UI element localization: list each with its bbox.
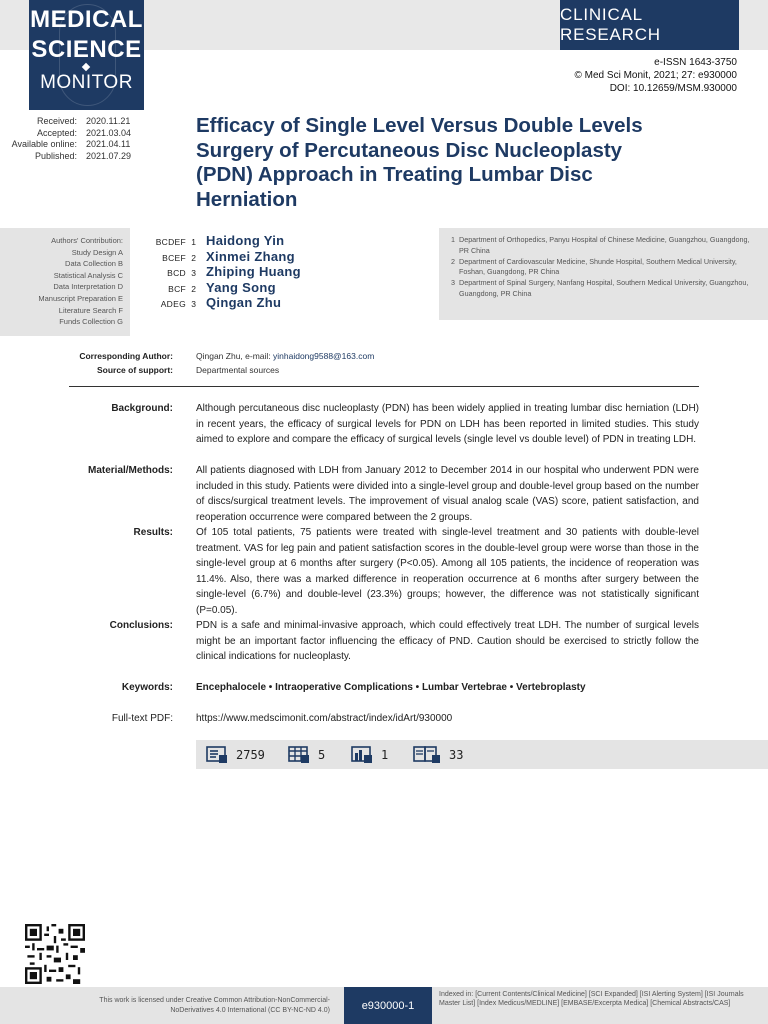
conclusions-section: [0, 618, 700, 665]
author-name: Qingan Zhu: [206, 295, 282, 310]
contribution-item: Study Design A: [71, 247, 123, 257]
author-name: Xinmei Zhang: [206, 248, 295, 264]
affiliation-item: [451, 235, 751, 257]
author-row: [138, 233, 438, 249]
doi[interactable]: DOI: 10.12659/MSM.930000: [609, 83, 737, 94]
date-row: [0, 151, 134, 163]
affiliation-number: 3: [451, 278, 455, 288]
word-count-value: 2759: [236, 748, 265, 762]
author-contribution-code: BCF: [168, 283, 186, 294]
author-affiliation-number: 1: [191, 237, 196, 247]
keywords-label: Keywords:: [121, 682, 173, 693]
figure-count-icon: [351, 746, 373, 764]
background-label: Background:: [111, 403, 173, 414]
word-count-icon: [206, 746, 228, 764]
contribution-item: Statistical Analysis C: [53, 270, 123, 280]
methods-text: All patients diagnosed with LDH from January 2012 to December 2014 in our hospital who underwent PDN were included in this study. Patients were divided into a single-level group and double-level group based on the number of discs/surgical treatment levels. The improvement of visual analog scale (VAS) score, patient satisfaction, and reoperation occurrence were compared between the 2 groups.: [196, 465, 699, 523]
conclusions-text: PDN is a safe and minimal-invasive approach, which could effectively treat LDH. The number of surgical levels might be an important factor influencing the efficacy of PND. Caution should be exercised to strictly follow the clinical indications for nucleoplasty.: [196, 620, 699, 662]
corresponding-value: [196, 350, 374, 364]
corresponding-block: [0, 350, 700, 377]
word-count: [206, 746, 265, 764]
affiliation-item: [451, 278, 751, 300]
results-text: Of 105 total patients, 75 patients were treated with single-level treatment and 30 patients with double-level treatment. VAS for leg pain and patient satisfaction scores in the double-level group were worse than those in the single-level group at 6 months after surgery (P<0.05). Among all 105 patients, the incidence of reoperation was 11.4%. Also, there was a marked difference in reoperation occurrence at 6 months after surgery between the single-level (6.7%) and double-level (23.3%) groups; however, the difference was not statistically significant (P=0.05).: [196, 527, 699, 616]
page-number: e930000-1: [344, 987, 432, 1024]
affiliation-item: [451, 257, 751, 279]
conclusions-label: Conclusions:: [109, 620, 173, 631]
citation: © Med Sci Monit, 2021; 27: e930000: [574, 70, 737, 81]
methods-section: [0, 463, 700, 525]
author-affiliation-number: 3: [191, 299, 196, 309]
affiliation-text: Department of Spinal Surgery, Nanfang Hospital, Southern Medical University, Guangzhou, Guangdong, PR China: [459, 278, 749, 298]
background-section: [0, 401, 700, 448]
license-text: This work is licensed under Creative Common Attribution-NonCommercial-NoDerivatives 4.0 International (CC BY-NC-ND 4.0): [99, 997, 330, 1014]
date-row: [0, 128, 134, 140]
date-value: 2021.04.11: [86, 139, 131, 149]
author-row: [138, 295, 438, 311]
article-title: Efficacy of Single Level Versus Double Levels Surgery of Percutaneous Disc Nucleoplasty (PDN) Approach in Treating Lumbar Disc Herniation: [196, 114, 643, 211]
journal-meta: [575, 56, 737, 95]
methods-label: Material/Methods:: [87, 465, 173, 476]
date-row: [0, 116, 134, 128]
corresponding-prefix: Qingan Zhu, e-mail:: [196, 351, 274, 361]
author-list: [138, 233, 438, 311]
author-affiliation-number: 2: [191, 252, 196, 263]
support-value: Departmental sources: [196, 364, 280, 375]
author-name: Haidong Yin: [206, 233, 285, 248]
date-label: Published:: [34, 150, 77, 161]
corresponding-label: Corresponding Author:: [79, 351, 173, 361]
results-section: [0, 525, 700, 618]
author-contribution-code: BCDEF: [155, 237, 186, 247]
affiliation-text: Department of Orthopedics, Panyu Hospital of Chinese Medicine, Guangzhou, Guangdong, PR China: [459, 235, 750, 255]
results-label: Results:: [133, 527, 173, 538]
reference-count-value: 33: [449, 748, 464, 762]
email-link[interactable]: yinhaidong9588@163.com: [273, 351, 375, 361]
contribution-item: Literature Search F: [58, 305, 123, 315]
author-row: [138, 264, 438, 280]
date-value: 2021.07.29: [86, 150, 132, 161]
figure-count: [351, 746, 388, 764]
date-label: Received:: [36, 116, 77, 126]
fulltext-section: [0, 711, 700, 727]
reference-count-icon: [413, 746, 441, 764]
date-label: Available online:: [11, 139, 77, 149]
divider: [69, 386, 699, 387]
qr-code-icon[interactable]: [25, 924, 85, 984]
article-dates: [0, 116, 134, 162]
support-row: [0, 364, 700, 378]
table-count-icon: [288, 746, 310, 764]
corresponding-row: [0, 350, 700, 364]
contribution-item: Authors' Contribution:: [51, 236, 123, 245]
author-name: Zhiping Huang: [206, 264, 301, 279]
keywords-section: [0, 680, 700, 696]
author-affiliation-number: 2: [191, 283, 196, 294]
author-contribution-code: BCD: [167, 268, 186, 278]
author-affiliation-number: 3: [191, 268, 196, 278]
contribution-item: Funds Collection G: [59, 317, 123, 327]
fulltext-label: Full-text PDF:: [111, 713, 173, 724]
author-name: Yang Song: [206, 279, 276, 295]
date-label: Accepted:: [36, 127, 77, 138]
logo-line-3: MONITOR: [40, 72, 133, 93]
support-label: Source of support:: [96, 364, 173, 375]
journal-logo[interactable]: [29, 0, 144, 110]
affiliation-text: Department of Cardiovascular Medicine, Shunde Hospital, Southern Medical University, Foshan, Guangdong, PR China: [459, 256, 737, 277]
affiliation-number: 2: [451, 256, 455, 266]
affiliation-list: [451, 235, 751, 300]
section-badge: CLINICAL RESEARCH: [560, 0, 739, 50]
author-contribution-code: BCEF: [162, 252, 186, 263]
indexed-in: Indexed in: [Current Contents/Clinical Medicine] [SCI Expanded] [ISI Alerting System] [ISI Journals Master List] [Index Medicus/MEDLINE] [EMBASE/Excerpta Medica] [Chemical Abstracts/CAS]: [439, 991, 744, 1008]
author-row: [138, 249, 438, 265]
stats-bar: [196, 740, 768, 769]
keywords-text[interactable]: Encephalocele • Intraoperative Complications • Lumbar Vertebrae • Vertebroplasty: [196, 682, 586, 693]
date-value: 2021.03.04: [86, 127, 132, 138]
affiliation-number: 1: [451, 235, 455, 244]
logo-line-1: MEDICAL: [30, 6, 143, 33]
contribution-item: Data Collection B: [65, 259, 123, 269]
table-count-value: 5: [318, 748, 326, 762]
author-contribution-code: ADEG: [160, 299, 186, 309]
contribution-item: Data Interpretation D: [53, 282, 123, 292]
reference-count: [413, 746, 463, 764]
background-text: Although percutaneous disc nucleoplasty (PDN) has been widely applied in treating lumbar disc herniation (LDH) in recent years, the efficacy of surgical levels for PDN on LDH has been reported in limited studies. This study aimed to explore and compare the efficacy of surgical levels (single level vs double level) of PDN in treating LDH.: [196, 403, 699, 445]
logo-line-2: SCIENCE: [31, 36, 142, 63]
figure-count-value: 1: [381, 748, 389, 762]
fulltext-link[interactable]: https://www.medscimonit.com/abstract/index/idArt/930000: [196, 713, 453, 724]
contribution-item: Manuscript Preparation E: [38, 293, 123, 303]
eissn: e-ISSN 1643-3750: [654, 57, 737, 68]
date-value: 2020.11.21: [86, 116, 131, 126]
author-row: [138, 280, 438, 296]
contribution-legend: [0, 235, 123, 328]
table-count: [288, 746, 325, 764]
date-row: [0, 139, 134, 151]
